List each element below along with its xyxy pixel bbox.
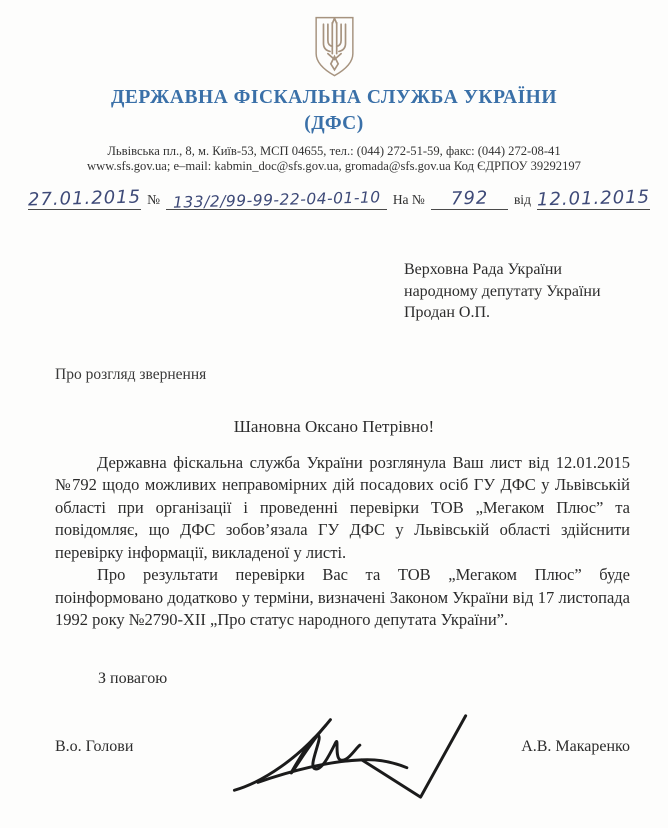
reply-number-field — [431, 188, 508, 210]
reply-number-handwriting: 792 — [450, 187, 489, 210]
outgoing-number-handwriting: 133/2/99-99-22-04-01-10 — [172, 188, 381, 212]
signer-position: В.о. Голови — [55, 737, 134, 755]
reference-row — [28, 188, 650, 210]
signer-name: А.В. Макаренко — [521, 737, 630, 755]
outgoing-date-field — [28, 188, 141, 210]
recipient-line-3: Продан О.П. — [404, 304, 491, 322]
body-paragraph-2: Про результати перевірки Вас та ТОВ „Мегаком Плюс” буде поінформовано додатково у терміни, визначені Законом України від 17 листопада 1992 року №2790-ХІІ „Про статус народного депутата України”. — [55, 565, 630, 630]
org-abbreviation: (ДФС) — [304, 113, 364, 134]
subject-line: Про розгляд звернення — [55, 365, 207, 383]
org-name: ДЕРЖАВНА ФІСКАЛЬНА СЛУЖБА УКРАЇНИ — [110, 87, 557, 108]
reply-date-label: від — [513, 192, 531, 208]
salutation: Шановна Оксано Петрівно! — [233, 416, 435, 436]
letterhead — [0, 15, 668, 173]
outgoing-number-field — [166, 188, 387, 212]
address-line: Львівська пл., 8, м. Київ-53, МСП 04655, тел.: (044) 272-51-59, факс: (044) 272-08-41 — [107, 144, 561, 158]
handwritten-signature-icon — [228, 704, 474, 802]
contacts-line: www.sfs.gov.ua; e–mail: kabmin_doc@sfs.gov.ua, gromada@sfs.gov.ua Код ЄДРПОУ 39292197 — [87, 158, 581, 173]
reply-date-handwriting: 12.01.2015 — [536, 186, 651, 211]
regards-line: З повагою — [98, 669, 168, 687]
number-label: № — [147, 192, 160, 208]
signature-wrap — [228, 704, 474, 807]
letter-body — [55, 452, 630, 632]
body-paragraph-1: Державна фіскальна служба України розглянула Ваш лист від 12.01.2015 №792 щодо можливих неправомірних дій посадових осіб ГУ ДФС у Львівській області при організації і проведенні перевірки ТОВ „Мегаком Плюс” та повідомляє, що ДФС зобов’язала ГУ ДФС у Львівській області здійснити перевірку інформації, викладеної у листі. — [55, 452, 630, 562]
recipient-line-2: народному депутату України — [404, 282, 601, 300]
reply-to-label: На № — [392, 192, 425, 208]
recipient-block — [404, 259, 668, 324]
recipient-line-1: Верховна Рада України — [404, 261, 562, 279]
emblem-wrap — [0, 15, 668, 81]
contacts-block — [0, 144, 668, 173]
signature-row — [0, 696, 668, 816]
outgoing-date-handwriting: 27.01.2015 — [27, 186, 142, 211]
trident-shield-icon — [311, 15, 358, 79]
reply-date-field — [537, 188, 650, 210]
